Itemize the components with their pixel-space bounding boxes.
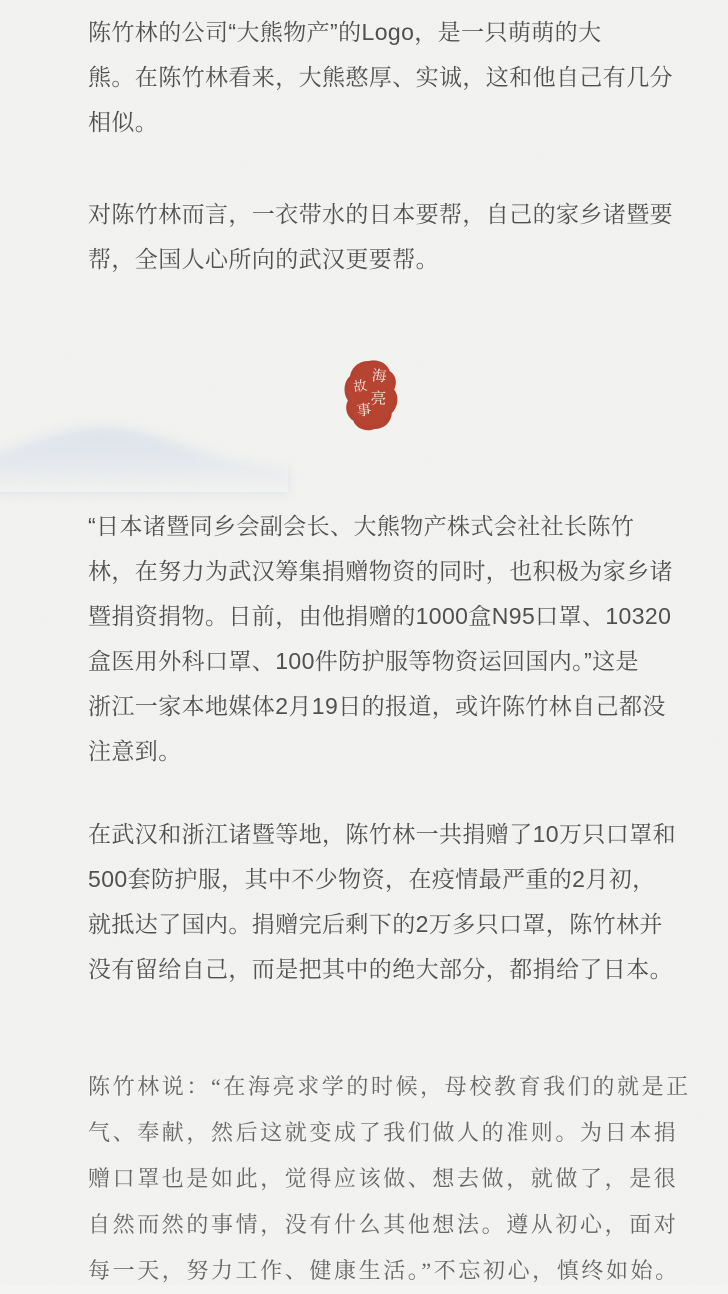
paragraph-line: 在武汉和浙江诸暨等地，陈竹林一共捐赠了10万只口罩和 [88,821,676,847]
paragraph-line: 气、奉献，然后这就变成了我们做人的准则。为日本捐 [88,1120,679,1145]
paragraph [88,10,673,145]
paragraph-line: 没有留给自己，而是把其中的绝大部分，都捐给了日本。 [88,956,673,982]
paragraph-line: 自然而然的事情，没有什么其他想法。遵从初心，面对 [88,1212,679,1237]
paragraph [88,812,676,992]
paragraph-line: 注意到。 [88,738,182,764]
paragraph-line: 对陈竹林而言，一衣带水的日本要帮，自己的家乡诸暨要 [88,201,673,227]
seal-stamp-graphic [341,358,401,434]
paragraph-line: 帮，全国人心所向的武汉更要帮。 [88,246,439,272]
paragraph-line: 浙江一家本地媒体2月19日的报道，或许陈竹林自己都没 [88,693,666,719]
paragraph-line: 赠口罩也是如此，觉得应该做、想去做，就做了，是很 [88,1166,679,1191]
seal-char-liang: 亮 [370,390,387,408]
paragraph-line: 相似。 [88,109,159,135]
paragraph-line: 熊。在陈竹林看来，大熊憨厚、实诚，这和他自己有几分 [88,64,673,90]
seal-char-hai: 海 [371,368,387,386]
paragraph [88,1064,691,1294]
paragraph [88,504,673,774]
paragraph-line: 陈竹林说：“在海亮求学的时候，母校教育我们的就是正 [88,1074,691,1099]
seal-char-gu: 故 [352,377,369,395]
paragraph-line: 500套防护服，其中不少物资，在疫情最严重的2月初， [88,866,656,892]
hailiang-story-seal [88,358,644,434]
paragraph-line: 盒医用外科口罩、100件防护服等物资运回国内。”这是 [88,648,639,674]
paragraph-line: 就抵达了国内。捐赠完后剩下的2万多只口罩，陈竹林并 [88,911,663,937]
paragraph-line: “日本诸暨同乡会副会长、大熊物产株式会社社长陈竹 [88,513,635,539]
seal-char-shi: 事 [355,402,373,420]
paragraph-line: 每一天，努力工作、健康生活。”不忘初心，慎终如始。 [88,1258,680,1283]
paragraph [88,192,673,282]
paragraph-line: 林，在努力为武汉筹集捐赠物资的同时，也积极为家乡诸 [88,558,673,584]
paragraph-line: 陈竹林的公司“大熊物产”的Logo，是一只萌萌的大 [88,19,602,45]
paragraph-line: 暨捐资捐物。日前，由他捐赠的1000盒N95口罩、10320 [88,603,672,629]
